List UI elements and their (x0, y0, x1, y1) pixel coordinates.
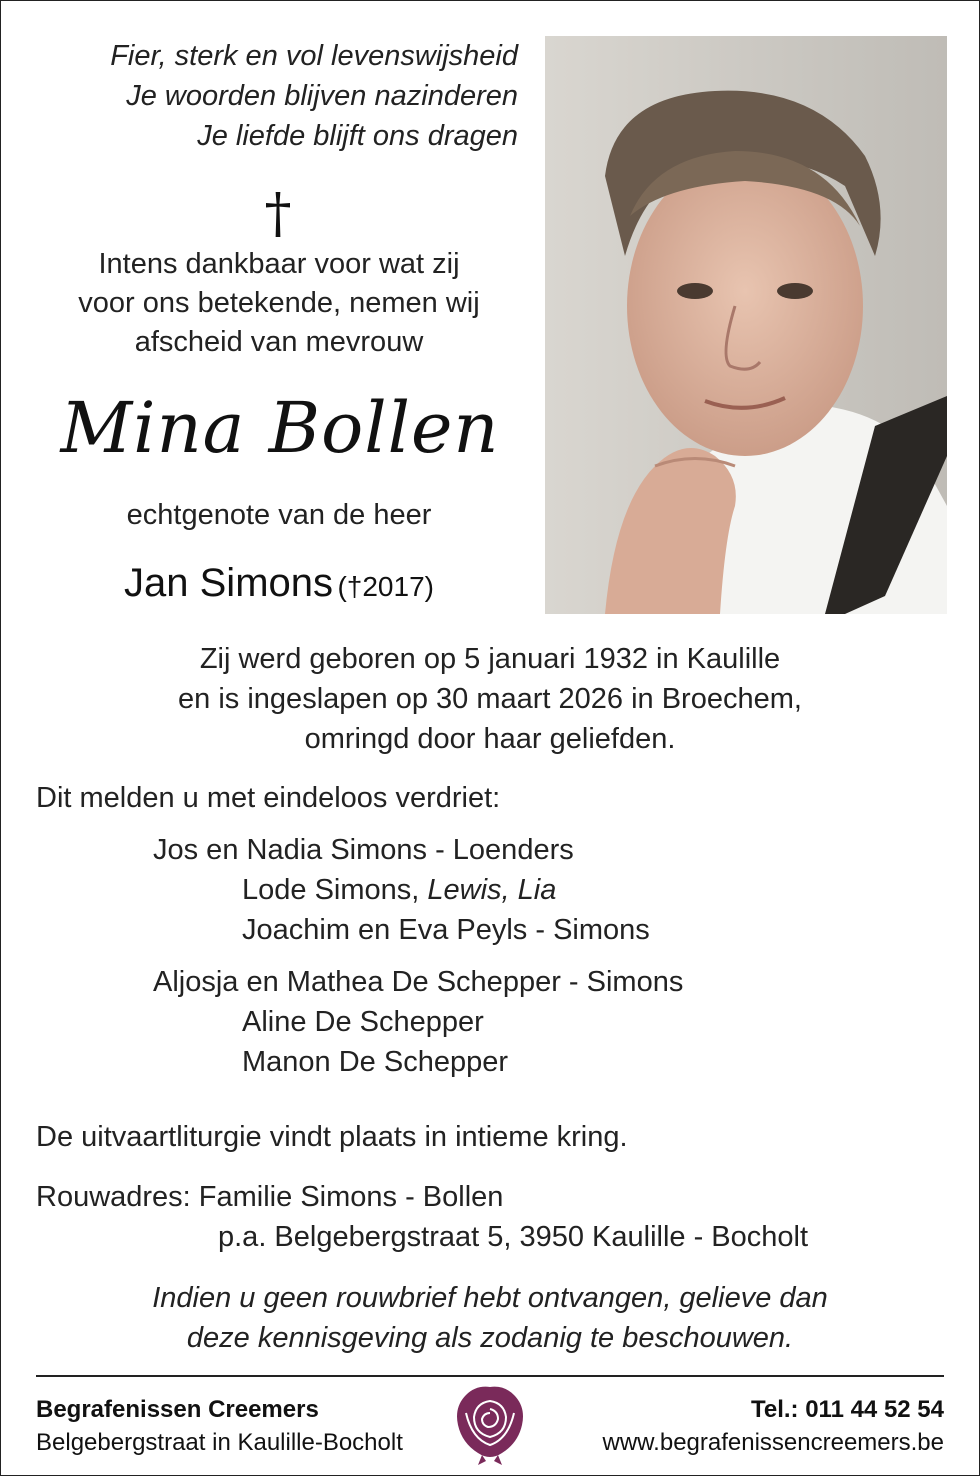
portrait-illustration (545, 36, 947, 614)
address-street: p.a. Belgebergstraat 5, 3950 Kaulille - Bocholt (218, 1221, 809, 1253)
funeral-home-contact (603, 1393, 945, 1459)
rose-icon (452, 1383, 528, 1465)
life-dates (30, 639, 950, 759)
intro-line: Intens dankbaar voor wat zij (98, 248, 460, 280)
phone-number: Tel.: 011 44 52 54 (750, 1396, 944, 1423)
poem-line: Fier, sterk en vol levenswijsheid (110, 40, 518, 72)
portrait-photo (545, 36, 947, 614)
family-member: Manon De Schepper (242, 1046, 508, 1078)
family-member-name: Lode Simons, (242, 874, 420, 906)
notice (30, 1278, 950, 1358)
liturgy-info: De uitvaartliturgie vindt plaats in intieme kring. (36, 1121, 628, 1153)
poem (30, 36, 518, 156)
intro-line: afscheid van mevrouw (134, 326, 424, 358)
website-link[interactable]: www.begrafenissencreemers.be (602, 1429, 944, 1456)
poem-line: Je woorden blijven nazinderen (126, 80, 518, 112)
deceased-name: Mina Bollen (60, 387, 500, 469)
spouse (30, 560, 528, 606)
family-member: Aline De Schepper (242, 1006, 484, 1038)
dates-line: Zij werd geboren op 5 januari 1932 in Kaulille (199, 643, 781, 675)
notice-line: deze kennisgeving als zodanig te beschouwen. (186, 1322, 794, 1354)
cross-icon: † (264, 182, 292, 245)
intro-text (30, 245, 528, 362)
spouse-label: echtgenote van de heer (126, 499, 432, 531)
divider (36, 1375, 944, 1377)
dates-line: omringd door haar geliefden. (304, 723, 676, 755)
family-member: Jos en Nadia Simons - Loenders (153, 834, 574, 866)
address-line: Rouwadres: Familie Simons - Bollen (36, 1181, 504, 1213)
notice-line: Indien u geen rouwbrief hebt ontvangen, gelieve dan (152, 1282, 828, 1314)
family-member: Aljosja en Mathea De Schepper - Simons (153, 966, 684, 998)
family-member (242, 870, 556, 910)
funeral-home-name: Begrafenissen Creemers (36, 1396, 319, 1423)
funeral-home-info (36, 1393, 403, 1459)
dates-line: en is ingeslapen op 30 maart 2026 in Broechem, (178, 683, 802, 715)
spouse-name: Jan Simons (124, 561, 333, 605)
funeral-home-address: Belgebergstraat in Kaulille-Bocholt (36, 1429, 403, 1456)
mourning-address (36, 1177, 809, 1253)
spouse-death-year: (†2017) (337, 571, 434, 602)
family-member-children: Lewis, Lia (427, 874, 557, 906)
announcement: Dit melden u met eindeloos verdriet: (36, 782, 501, 814)
poem-line: Je liefde blijft ons dragen (197, 120, 518, 152)
intro-line: voor ons betekende, nemen wij (78, 287, 480, 319)
family-member: Joachim en Eva Peyls - Simons (242, 914, 650, 946)
